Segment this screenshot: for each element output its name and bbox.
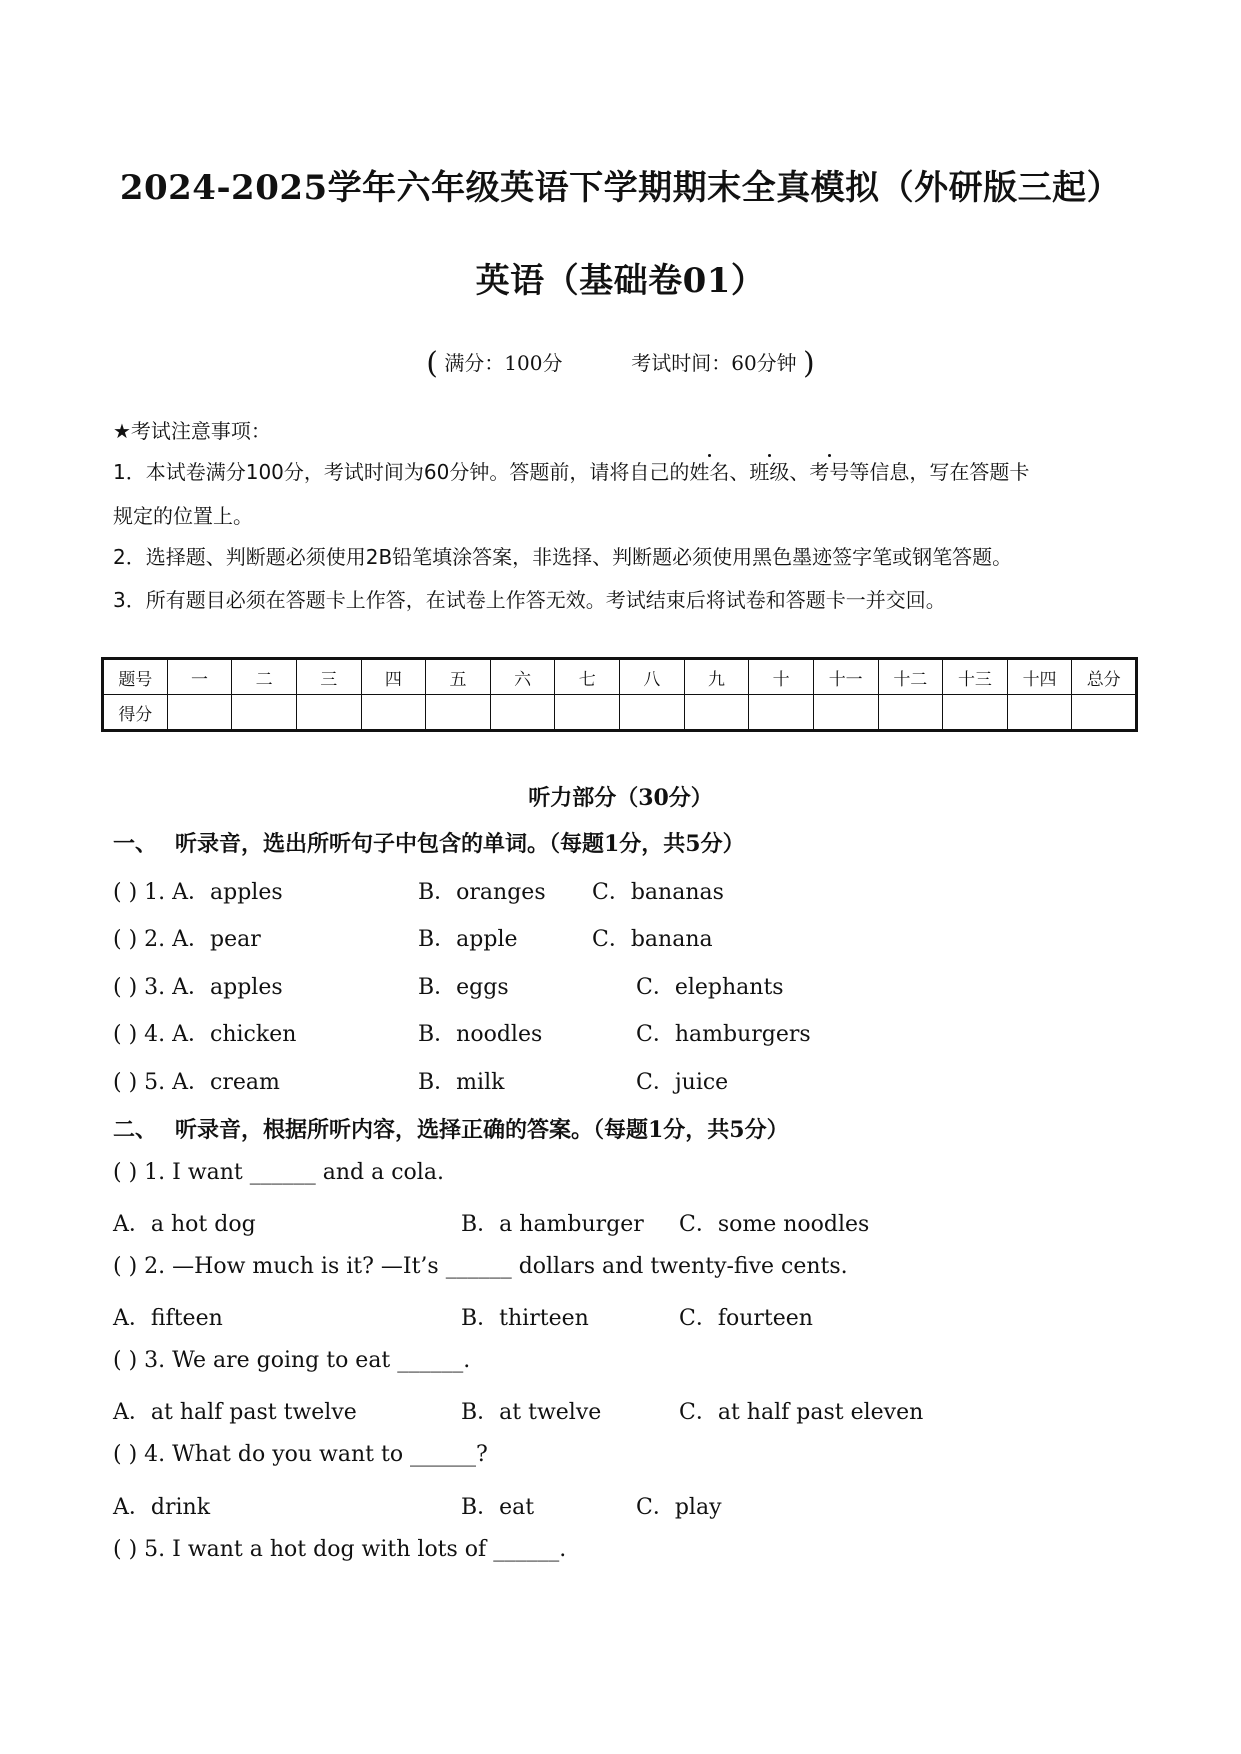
meta-paren-open: ( — [426, 346, 438, 381]
score-input-cell[interactable] — [296, 695, 361, 731]
score-cell: 五 — [426, 659, 491, 695]
p1-q4-option-b[interactable]: B．noodles — [418, 1022, 543, 1047]
p1-q2-stem: ( ) 2. A．pear — [113, 927, 261, 952]
score-cell: 十二 — [878, 659, 943, 695]
score-input-cell[interactable] — [167, 695, 232, 731]
p1-q2-option-c[interactable]: C．banana — [592, 927, 713, 952]
emph-class: 班级 — [749, 460, 790, 484]
part2-title: 听录音，根据所听内容，选择正确的答案。（每题1分，共5分） — [175, 1117, 789, 1143]
exam-subtitle: 英语（基础卷01） — [475, 261, 766, 301]
emph-id: 考号 — [809, 460, 850, 484]
p2-q3-option-c[interactable]: C．at half past eleven — [679, 1400, 924, 1425]
score-input-cell[interactable] — [1007, 695, 1072, 731]
score-cell: 二 — [232, 659, 297, 695]
score-cell: 九 — [684, 659, 749, 695]
score-table-header-row — [103, 659, 1137, 695]
score-cell: 六 — [490, 659, 555, 695]
p2-q4-option-a[interactable]: A．drink — [113, 1495, 211, 1520]
score-cell: 十 — [749, 659, 814, 695]
p1-q4-stem: ( ) 4. A．chicken — [113, 1022, 297, 1047]
p2-q2-option-a[interactable]: A．fifteen — [113, 1306, 223, 1331]
separator: 、 — [729, 460, 750, 484]
notice-item-3: 3．所有题目必须在答题卡上作答，在试卷上作答无效。考试结束后将试卷和答题卡一并交回。 — [113, 588, 946, 612]
part1-number: 一、 — [113, 831, 158, 857]
score-cell: 总分 — [1072, 659, 1137, 695]
full-score: 满分：100分 — [444, 351, 563, 375]
p2-q4-option-c[interactable]: C．play — [636, 1495, 722, 1520]
score-cell: 八 — [620, 659, 685, 695]
p2-q1-option-a[interactable]: A．a hot dog — [113, 1212, 256, 1237]
p2-q2-option-b[interactable]: B．thirteen — [461, 1306, 589, 1331]
score-input-cell[interactable] — [361, 695, 426, 731]
emph-name: 姓名 — [689, 460, 730, 484]
p1-q3-option-c[interactable]: C．elephants — [636, 975, 784, 1000]
notice-item-1-cont: 规定的位置上。 — [113, 504, 253, 528]
p2-q5-stem: ( ) 5. I want a hot dog with lots of ______. — [113, 1537, 567, 1562]
score-table-score-row — [103, 695, 1137, 731]
p2-q1-stem: ( ) 1. I want ______ and a cola. — [113, 1160, 444, 1185]
score-input-cell[interactable] — [943, 695, 1008, 731]
score-input-cell[interactable] — [878, 695, 943, 731]
exam-title: 2024-2025学年六年级英语下学期期末全真模拟（外研版三起） — [119, 168, 1122, 208]
score-cell: 十四 — [1007, 659, 1072, 695]
notice-item-1-text: 1．本试卷满分100分，考试时间为60分钟。答题前，请将自己的 — [113, 460, 690, 484]
p1-q5-stem: ( ) 5. A．cream — [113, 1070, 280, 1095]
score-input-cell[interactable] — [426, 695, 491, 731]
p1-q5-option-b[interactable]: B．milk — [418, 1070, 505, 1095]
score-input-cell[interactable] — [749, 695, 814, 731]
score-cell: 十一 — [813, 659, 878, 695]
score-input-cell[interactable] — [490, 695, 555, 731]
part2-number: 二、 — [113, 1117, 158, 1143]
meta-paren-close: ) — [803, 346, 815, 381]
p1-q1-option-c[interactable]: C．bananas — [592, 880, 724, 905]
score-input-cell[interactable] — [684, 695, 749, 731]
notice-item-2: 2．选择题、判断题必须使用2B铅笔填涂答案，非选择、判断题必须使用黑色墨迹签字笔或钢笔答题。 — [113, 545, 1013, 569]
notice-item-1 — [113, 458, 1133, 486]
p1-q3-option-b[interactable]: B．eggs — [418, 975, 509, 1000]
score-input-cell[interactable] — [1072, 695, 1137, 731]
score-cell: 三 — [296, 659, 361, 695]
score-input-cell[interactable] — [232, 695, 297, 731]
score-cell: 十三 — [943, 659, 1008, 695]
p2-q3-option-a[interactable]: A．at half past twelve — [113, 1400, 357, 1425]
score-input-cell[interactable] — [555, 695, 620, 731]
p1-q5-option-c[interactable]: C．juice — [636, 1070, 729, 1095]
score-cell: 七 — [555, 659, 620, 695]
p2-q1-option-c[interactable]: C．some noodles — [679, 1212, 870, 1237]
score-input-cell[interactable] — [620, 695, 685, 731]
p2-q3-option-b[interactable]: B．at twelve — [461, 1400, 602, 1425]
score-cell: 一 — [167, 659, 232, 695]
score-input-cell[interactable] — [813, 695, 878, 731]
score-cell: 四 — [361, 659, 426, 695]
part1-heading — [113, 827, 745, 858]
score-table — [101, 657, 1138, 732]
exam-meta — [0, 346, 1241, 381]
p2-q1-option-b[interactable]: B．a hamburger — [461, 1212, 644, 1237]
listening-section-title: 听力部分（30分） — [528, 785, 713, 811]
score-row-label: 得分 — [103, 695, 168, 731]
exam-time: 考试时间：60分钟 — [631, 351, 797, 375]
score-cell: 题号 — [103, 659, 168, 695]
p1-q3-stem: ( ) 3. A．apples — [113, 975, 283, 1000]
p2-q2-option-c[interactable]: C．fourteen — [679, 1306, 813, 1331]
notice-heading: ★考试注意事项： — [113, 419, 271, 443]
part2-heading — [113, 1113, 789, 1144]
p1-q1-stem: ( ) 1. A．apples — [113, 880, 283, 905]
p2-q4-stem: ( ) 4. What do you want to ______? — [113, 1442, 488, 1467]
p1-q1-option-b[interactable]: B．oranges — [418, 880, 546, 905]
part1-title: 听录音，选出所听句子中包含的单词。（每题1分，共5分） — [175, 831, 745, 857]
p2-q3-stem: ( ) 3. We are going to eat ______. — [113, 1348, 471, 1373]
p1-q2-option-b[interactable]: B．apple — [418, 927, 518, 952]
notice-item-1-text-end: 等信息，写在答题卡 — [849, 460, 1030, 484]
p2-q4-option-b[interactable]: B．eat — [461, 1495, 535, 1520]
separator: 、 — [789, 460, 810, 484]
p2-q2-stem: ( ) 2. —How much is it? —It’s ______ dollars and twenty-five cents. — [113, 1254, 848, 1279]
p1-q4-option-c[interactable]: C．hamburgers — [636, 1022, 811, 1047]
